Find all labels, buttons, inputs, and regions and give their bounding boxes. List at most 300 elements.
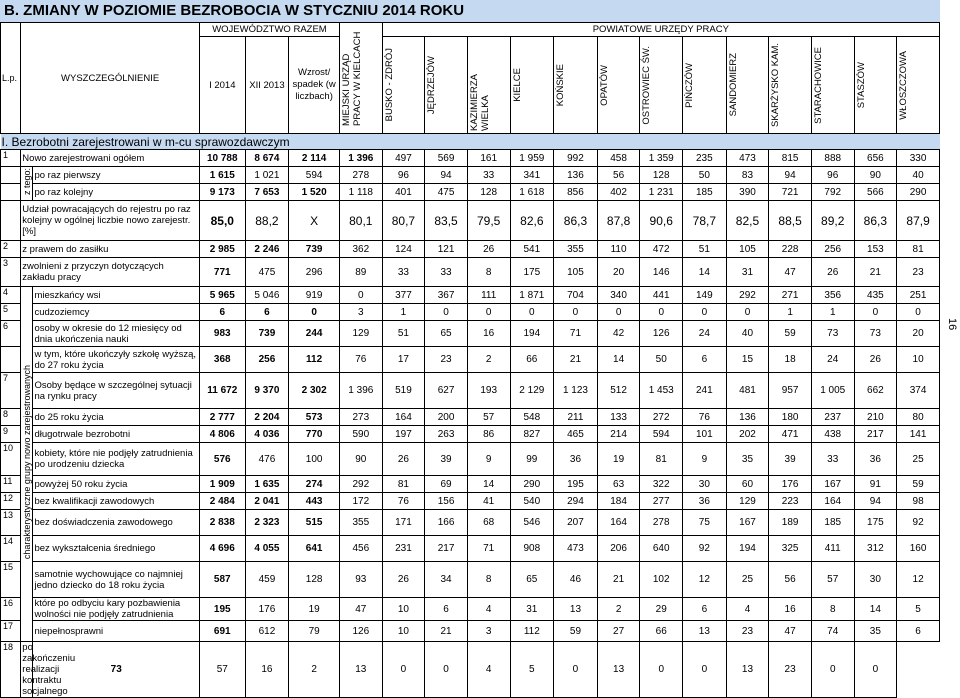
- table-row: [1, 347, 940, 373]
- cell-value: 251: [897, 287, 940, 304]
- table-row: [1, 642, 940, 698]
- cell-value: 1 618: [510, 184, 554, 201]
- cell-value: 80,1: [340, 201, 383, 241]
- cell-value: 11 672: [199, 373, 245, 409]
- cell-value: 4 696: [199, 536, 245, 562]
- cell-value: 23: [769, 642, 812, 698]
- table-row: [1, 258, 940, 287]
- cell-value: 548: [510, 409, 554, 426]
- cell-value: 473: [554, 536, 598, 562]
- cell-value: 172: [340, 493, 383, 510]
- cell-value: 42: [597, 321, 640, 347]
- cell-value: 18: [769, 347, 812, 373]
- cell-value: 31: [510, 598, 554, 621]
- cell-value: 78,7: [683, 201, 727, 241]
- cell-value: 68: [467, 510, 510, 536]
- cell-value: 149: [683, 287, 727, 304]
- row-number: 8: [1, 409, 21, 426]
- cell-value: 296: [289, 258, 340, 287]
- cell-value: 1 453: [640, 373, 683, 409]
- cell-value: 59: [769, 321, 812, 347]
- cell-value: 594: [640, 426, 683, 443]
- cell-value: 2 204: [245, 409, 289, 426]
- cell-value: 1 396: [340, 150, 383, 167]
- cell-value: 402: [597, 184, 640, 201]
- cell-value: 274: [289, 476, 340, 493]
- cell-value: 2: [597, 598, 640, 621]
- cell-value: 101: [683, 426, 727, 443]
- cell-value: 112: [289, 347, 340, 373]
- description-header: WYSZCZEGÓLNIENIE: [21, 23, 200, 134]
- cell-value: 13: [340, 642, 383, 698]
- cell-value: 94: [769, 167, 812, 184]
- cell-value: 919: [289, 287, 340, 304]
- cell-value: 76: [683, 409, 727, 426]
- cell-value: 36: [854, 443, 897, 476]
- cell-value: 197: [382, 426, 425, 443]
- cell-value: 23: [425, 347, 468, 373]
- cell-value: 21: [425, 621, 468, 642]
- cell-value: 9: [683, 443, 727, 476]
- cell-value: 141: [897, 426, 940, 443]
- cell-value: 0: [726, 304, 769, 321]
- cell-value: 102: [640, 562, 683, 598]
- cell-value: 66: [640, 621, 683, 642]
- cell-value: 273: [340, 409, 383, 426]
- cell-value: 87,9: [897, 201, 940, 241]
- row-label: zwolnieni z przyczyn dotyczących zakładu pracy: [21, 258, 200, 287]
- cell-value: 33: [425, 258, 468, 287]
- cell-value: 576: [199, 443, 245, 476]
- row-label: kobiety, które nie podjęły zatrudnienia po urodzeniu dziecka: [33, 443, 199, 476]
- cell-value: 641: [289, 536, 340, 562]
- cell-value: 515: [289, 510, 340, 536]
- cell-value: 2 838: [199, 510, 245, 536]
- cell-value: 26: [467, 241, 510, 258]
- cell-value: 441: [640, 287, 683, 304]
- cell-value: 217: [425, 536, 468, 562]
- cell-value: 210: [854, 409, 897, 426]
- cell-value: 164: [382, 409, 425, 426]
- cell-value: 2 302: [289, 373, 340, 409]
- cell-value: 739: [289, 241, 340, 258]
- cell-value: 6: [245, 304, 289, 321]
- cell-value: 16: [467, 321, 510, 347]
- row-label: w tym, które ukończyły szkołę wyższą, do 27 roku życia: [33, 347, 199, 373]
- cell-value: 1: [382, 304, 425, 321]
- cell-value: 540: [510, 493, 554, 510]
- cell-value: 21: [597, 562, 640, 598]
- cell-value: 0: [640, 304, 683, 321]
- cell-value: 290: [897, 184, 940, 201]
- cell-value: 691: [199, 621, 245, 642]
- cell-value: 1 615: [199, 167, 245, 184]
- cell-value: 6: [683, 347, 727, 373]
- row-label: długotrwale bezrobotni: [33, 426, 199, 443]
- cell-value: 7 653: [245, 184, 289, 201]
- cell-value: 473: [726, 150, 769, 167]
- cell-value: 129: [340, 321, 383, 347]
- cell-value: 241: [683, 373, 727, 409]
- cell-value: 2 484: [199, 493, 245, 510]
- cell-value: X: [289, 201, 340, 241]
- cell-value: 164: [811, 493, 854, 510]
- row-number: 18: [1, 642, 21, 698]
- cell-value: 194: [510, 321, 554, 347]
- page-title: B. ZMIANY W POZIOMIE BEZROBOCIA W STYCZNIU 2014 ROKU: [0, 0, 940, 22]
- row-label: mieszkańcy wsi: [33, 287, 199, 304]
- voivodeship-header: WOJEWÓDZTWO RAZEM: [199, 23, 339, 37]
- row-number: 3: [1, 258, 21, 287]
- row-number: 15: [1, 562, 21, 598]
- cell-value: 76: [340, 347, 383, 373]
- cell-value: 1 123: [554, 373, 598, 409]
- cell-value: 231: [382, 536, 425, 562]
- cell-value: 56: [597, 167, 640, 184]
- cell-value: 856: [554, 184, 598, 201]
- cell-value: 36: [554, 443, 598, 476]
- cell-value: 0: [425, 304, 468, 321]
- office-header-9: SANDOMIERZ: [726, 37, 769, 134]
- col-i2014: I 2014: [199, 37, 245, 134]
- row-label: samotnie wychowujące co najmniej jedno dziecko do 18 roku życia: [33, 562, 199, 598]
- cell-value: 566: [854, 184, 897, 201]
- cell-value: 57: [199, 642, 245, 698]
- cell-value: 0: [597, 304, 640, 321]
- cell-value: 278: [640, 510, 683, 536]
- cell-value: 156: [425, 493, 468, 510]
- cell-value: 1 005: [811, 373, 854, 409]
- table-row: [1, 493, 940, 510]
- cell-value: 573: [289, 409, 340, 426]
- row-number: [1, 347, 21, 373]
- row-number: 16: [1, 598, 21, 621]
- cell-value: 356: [811, 287, 854, 304]
- cell-value: 475: [245, 258, 289, 287]
- cell-value: 362: [340, 241, 383, 258]
- cell-value: 200: [425, 409, 468, 426]
- row-number: 9: [1, 426, 21, 443]
- cell-value: 126: [640, 321, 683, 347]
- row-number: 10: [1, 443, 21, 476]
- cell-value: 888: [811, 150, 854, 167]
- county-offices-header: POWIATOWE URZĘDY PRACY: [382, 23, 939, 37]
- table-row: [1, 201, 940, 241]
- cell-value: 0: [683, 304, 727, 321]
- cell-value: 89: [340, 258, 383, 287]
- cell-value: 0: [382, 642, 425, 698]
- cell-value: 5 965: [199, 287, 245, 304]
- cell-value: 1 118: [340, 184, 383, 201]
- cell-value: 100: [289, 443, 340, 476]
- cell-value: 39: [425, 443, 468, 476]
- cell-value: 374: [897, 373, 940, 409]
- cell-value: 10 788: [199, 150, 245, 167]
- cell-value: 237: [811, 409, 854, 426]
- cell-value: 10: [382, 598, 425, 621]
- cell-value: 26: [811, 258, 854, 287]
- row-number: [1, 167, 21, 184]
- cell-value: 0: [640, 642, 683, 698]
- cell-value: 983: [199, 321, 245, 347]
- row-label: bez doświadczenia zawodowego: [33, 510, 199, 536]
- cell-value: 546: [510, 510, 554, 536]
- cell-value: 5 046: [245, 287, 289, 304]
- cell-value: 0: [425, 642, 468, 698]
- cell-value: 80: [897, 409, 940, 426]
- cell-value: 57: [467, 409, 510, 426]
- cell-value: 271: [769, 287, 812, 304]
- cell-value: 17: [382, 347, 425, 373]
- cell-value: 721: [769, 184, 812, 201]
- cell-value: 50: [640, 347, 683, 373]
- cell-value: 83: [726, 167, 769, 184]
- cell-value: 96: [811, 167, 854, 184]
- cell-value: 90: [854, 167, 897, 184]
- office-header-7: OSTROWIEC ŚW.: [640, 37, 683, 134]
- cell-value: 207: [554, 510, 598, 536]
- cell-value: 129: [726, 493, 769, 510]
- cell-value: 0: [897, 304, 940, 321]
- cell-value: 411: [811, 536, 854, 562]
- cell-value: 14: [854, 598, 897, 621]
- cell-value: 90: [340, 443, 383, 476]
- table-row: [1, 476, 940, 493]
- table-row: [1, 409, 940, 426]
- table-row: [1, 287, 940, 304]
- cell-value: 341: [510, 167, 554, 184]
- row-number: 13: [1, 510, 21, 536]
- cell-value: 40: [897, 167, 940, 184]
- cell-value: 63: [597, 476, 640, 493]
- cell-value: 88,2: [245, 201, 289, 241]
- cell-value: 24: [811, 347, 854, 373]
- cell-value: 2 041: [245, 493, 289, 510]
- lp-header: L.p.: [1, 23, 21, 134]
- cell-value: 263: [425, 426, 468, 443]
- cell-value: 957: [769, 373, 812, 409]
- table-row: [1, 510, 940, 536]
- cell-value: 1 871: [510, 287, 554, 304]
- cell-value: 94: [854, 493, 897, 510]
- cell-value: 39: [769, 443, 812, 476]
- cell-value: 4: [467, 598, 510, 621]
- cell-value: 176: [769, 476, 812, 493]
- cell-value: 35: [726, 443, 769, 476]
- cell-value: 167: [726, 510, 769, 536]
- cell-value: 456: [340, 536, 383, 562]
- cell-value: 79,5: [467, 201, 510, 241]
- cell-value: 217: [854, 426, 897, 443]
- cell-value: 5: [897, 598, 940, 621]
- row-label: cudzoziemcy: [33, 304, 199, 321]
- cell-value: 792: [811, 184, 854, 201]
- page-number: 16: [946, 318, 958, 331]
- cell-value: 640: [640, 536, 683, 562]
- cell-value: 512: [597, 373, 640, 409]
- office-header-13: WŁOSZCZOWA: [897, 37, 940, 134]
- cell-value: 278: [340, 167, 383, 184]
- cell-value: 322: [640, 476, 683, 493]
- cell-value: 93: [340, 562, 383, 598]
- z-tego-label: z tego:: [21, 167, 33, 201]
- cell-value: 112: [510, 621, 554, 642]
- row-number: 2: [1, 241, 21, 258]
- col-xii2013: XII 2013: [245, 37, 289, 134]
- table-row: [1, 621, 940, 642]
- cell-value: 8 674: [245, 150, 289, 167]
- cell-value: 20: [597, 258, 640, 287]
- cell-value: 30: [683, 476, 727, 493]
- cell-value: 16: [245, 642, 289, 698]
- cell-value: 92: [683, 536, 727, 562]
- cell-value: 79: [289, 621, 340, 642]
- table-row: [1, 562, 940, 598]
- row-label: osoby w okresie do 12 miesięcy od dnia ukończenia nauki: [33, 321, 199, 347]
- cell-value: 475: [425, 184, 468, 201]
- cell-value: 739: [245, 321, 289, 347]
- cell-value: 2 777: [199, 409, 245, 426]
- row-number: [1, 201, 21, 241]
- row-label: bez kwalifikacji zawodowych: [33, 493, 199, 510]
- cell-value: 4: [467, 642, 510, 698]
- cell-value: 292: [726, 287, 769, 304]
- cell-value: 81: [897, 241, 940, 258]
- cell-value: 33: [811, 443, 854, 476]
- cell-value: 91: [854, 476, 897, 493]
- cell-value: 171: [382, 510, 425, 536]
- cell-value: 105: [554, 258, 598, 287]
- cell-value: 277: [640, 493, 683, 510]
- cell-value: 65: [425, 321, 468, 347]
- cell-value: 185: [683, 184, 727, 201]
- row-label: niepełnosprawni: [33, 621, 199, 642]
- cell-value: 31: [726, 258, 769, 287]
- cell-value: 73: [33, 642, 199, 698]
- cell-value: 21: [554, 347, 598, 373]
- table-row: [1, 536, 940, 562]
- cell-value: 390: [726, 184, 769, 201]
- cell-value: 82,5: [726, 201, 769, 241]
- cell-value: 459: [245, 562, 289, 598]
- cell-value: 2 114: [289, 150, 340, 167]
- cell-value: 167: [811, 476, 854, 493]
- cell-value: 69: [425, 476, 468, 493]
- cell-value: 86,3: [854, 201, 897, 241]
- cell-value: 94: [425, 167, 468, 184]
- cell-value: 2 323: [245, 510, 289, 536]
- cell-value: 9 173: [199, 184, 245, 201]
- cell-value: 223: [769, 493, 812, 510]
- cell-value: 1 520: [289, 184, 340, 201]
- table-row: [1, 167, 940, 184]
- cell-value: 458: [597, 150, 640, 167]
- cell-value: 1 396: [340, 373, 383, 409]
- cell-value: 587: [199, 562, 245, 598]
- cell-value: 35: [854, 621, 897, 642]
- cell-value: 355: [554, 241, 598, 258]
- cell-value: 2 129: [510, 373, 554, 409]
- cell-value: 194: [726, 536, 769, 562]
- cell-value: 590: [340, 426, 383, 443]
- cell-value: 133: [597, 409, 640, 426]
- cell-value: 47: [340, 598, 383, 621]
- cell-value: 195: [199, 598, 245, 621]
- cell-value: 175: [510, 258, 554, 287]
- cell-value: 40: [726, 321, 769, 347]
- cell-value: 340: [597, 287, 640, 304]
- row-number: [1, 184, 21, 201]
- unemployment-table: [0, 22, 940, 698]
- cell-value: 71: [467, 536, 510, 562]
- cell-value: 195: [554, 476, 598, 493]
- cell-value: 88,5: [769, 201, 812, 241]
- cell-value: 26: [382, 443, 425, 476]
- cell-value: 15: [726, 347, 769, 373]
- cell-value: 66: [510, 347, 554, 373]
- cell-value: 56: [769, 562, 812, 598]
- cell-value: 0: [683, 642, 727, 698]
- cell-value: 0: [811, 642, 854, 698]
- cell-value: 14: [597, 347, 640, 373]
- cell-value: 992: [554, 150, 598, 167]
- cell-value: 71: [554, 321, 598, 347]
- cell-value: 367: [425, 287, 468, 304]
- cell-value: 0: [854, 304, 897, 321]
- table-row: [1, 443, 940, 476]
- cell-value: 121: [425, 241, 468, 258]
- office-header-1: BUSKO - ZDRÓJ: [382, 37, 425, 134]
- cell-value: 96: [382, 167, 425, 184]
- cell-value: 98: [897, 493, 940, 510]
- cell-value: 435: [854, 287, 897, 304]
- cell-value: 86,3: [554, 201, 598, 241]
- cell-value: 126: [340, 621, 383, 642]
- cell-value: 1: [811, 304, 854, 321]
- cell-value: 6: [683, 598, 727, 621]
- row-label: Udział powracających do rejestru po raz kolejny w ogólnej liczbie nowo zarejestr.[%]: [21, 201, 200, 241]
- cell-value: 228: [769, 241, 812, 258]
- cell-value: 180: [769, 409, 812, 426]
- cell-value: 519: [382, 373, 425, 409]
- cell-value: 136: [554, 167, 598, 184]
- cell-value: 771: [199, 258, 245, 287]
- cell-value: 465: [554, 426, 598, 443]
- cell-value: 76: [382, 493, 425, 510]
- cell-value: 12: [897, 562, 940, 598]
- group-side-label: charakterystyczne grupy nowo zarejestrowanych: [21, 287, 33, 642]
- cell-value: 47: [769, 621, 812, 642]
- cell-value: 41: [467, 493, 510, 510]
- cell-value: 92: [897, 510, 940, 536]
- cell-value: 166: [425, 510, 468, 536]
- cell-value: 325: [769, 536, 812, 562]
- cell-value: 244: [289, 321, 340, 347]
- row-label: do 25 roku życia: [33, 409, 199, 426]
- cell-value: 75: [683, 510, 727, 536]
- cell-value: 214: [597, 426, 640, 443]
- cell-value: 1 359: [640, 150, 683, 167]
- cell-value: 0: [289, 304, 340, 321]
- cell-value: 12: [683, 562, 727, 598]
- cell-value: 82,6: [510, 201, 554, 241]
- cell-value: 8: [467, 562, 510, 598]
- cell-value: 33: [382, 258, 425, 287]
- cell-value: 1: [769, 304, 812, 321]
- cell-value: 13: [726, 642, 769, 698]
- cell-value: 87,8: [597, 201, 640, 241]
- cell-value: 443: [289, 493, 340, 510]
